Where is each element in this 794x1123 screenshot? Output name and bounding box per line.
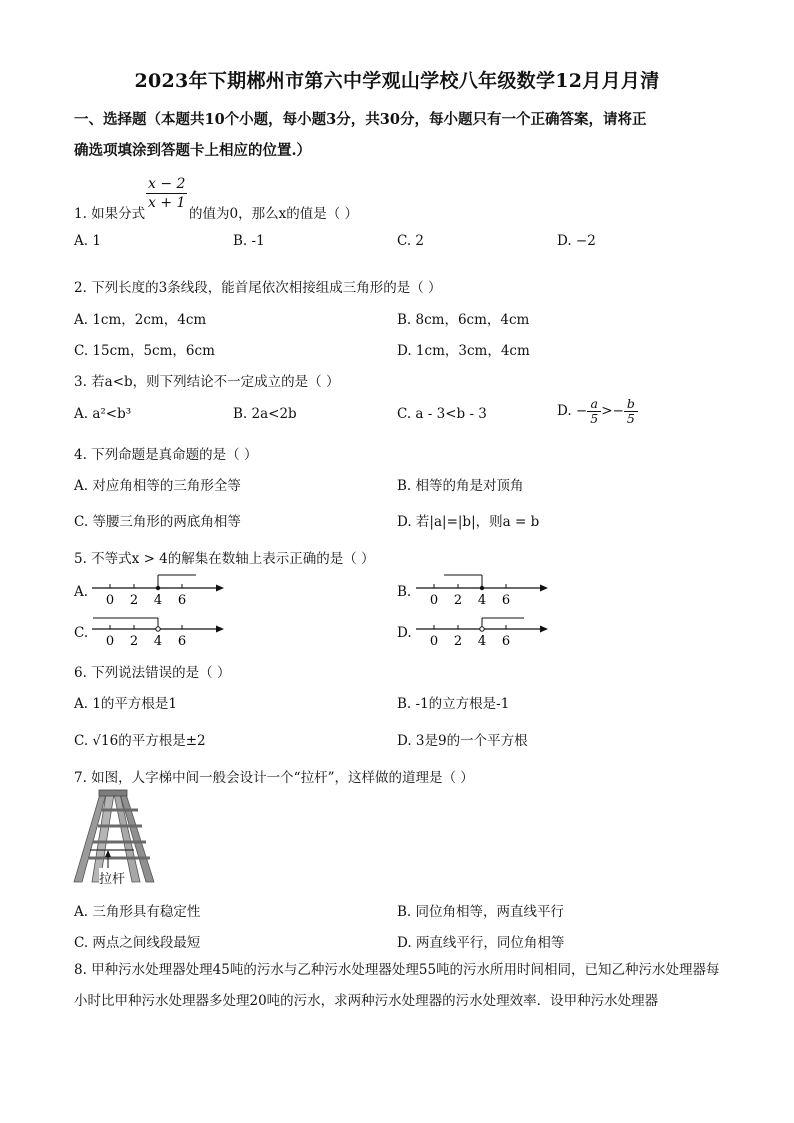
q1-suffix: 的值为0，那么x的值是（ ） bbox=[189, 206, 358, 222]
q5b-tick-0: 0 bbox=[429, 593, 439, 608]
q4-stem: 4. 下列命题是真命题的是（ ） bbox=[74, 447, 258, 463]
section-header-line1: 一、选择题（本题共10个小题，每小题3分，共30分，每小题只有一个正确答案，请将正 bbox=[74, 111, 647, 128]
q4-option-a: A. 对应角相等的三角形全等 bbox=[74, 478, 241, 494]
q6-option-b: B. -1的立方根是-1 bbox=[397, 696, 510, 712]
q1-fraction bbox=[146, 176, 187, 211]
q3-frac-b-num: b bbox=[624, 397, 638, 412]
q6-option-a: A. 1的平方根是1 bbox=[74, 696, 178, 712]
q1-option-d: D. −2 bbox=[557, 233, 596, 249]
q5d-tick-4: 4 bbox=[477, 634, 487, 649]
q5a-tick-2: 2 bbox=[129, 593, 139, 608]
q3-option-d bbox=[557, 397, 638, 426]
q3-option-a: A. a²<b³ bbox=[74, 406, 132, 422]
q7-option-a: A. 三角形具有稳定性 bbox=[74, 904, 201, 920]
q3-stem: 3. 若a<b，则下列结论不一定成立的是（ ） bbox=[74, 374, 340, 390]
q5c-tick-4: 4 bbox=[153, 634, 163, 649]
q5-option-c-label: C. bbox=[74, 625, 89, 641]
q5-option-a-numberline bbox=[90, 574, 230, 608]
q7-option-b: B. 同位角相等，两直线平行 bbox=[397, 904, 565, 920]
q5-option-d-numberline bbox=[414, 615, 554, 649]
question-8: 8. 甲种污水处理器处理45吨的污水与乙种污水处理器处理55吨的污水所用时间相同，已知乙种污水处理器每小时比甲种污水处理器多处理20吨的污水，求两种污水处理器的污水处理效率．设甲种污水处理器 bbox=[74, 962, 720, 1009]
q7-option-d: D. 两直线平行，同位角相等 bbox=[397, 935, 565, 951]
q3-frac-b-den: 5 bbox=[626, 410, 635, 426]
q2-stem: 2. 下列长度的3条线段，能首尾依次相接组成三角形的是（ ） bbox=[74, 280, 442, 296]
q5b-tick-6: 6 bbox=[501, 593, 511, 608]
q7-stem: 7. 如图，人字梯中间一般会设计一个“拉杆”，这样做的道理是（ ） bbox=[74, 770, 474, 786]
q6-option-d: D. 3是9的一个平方根 bbox=[397, 733, 528, 749]
q5b-tick-2: 2 bbox=[453, 593, 463, 608]
q3-option-b: B. 2a<2b bbox=[233, 406, 297, 422]
q5-option-b-numberline bbox=[414, 574, 554, 608]
q5d-tick-2: 2 bbox=[453, 634, 463, 649]
q5-option-a-label: A. bbox=[74, 584, 89, 600]
q4-option-d: D. 若|a|=|b|，则a = b bbox=[397, 514, 540, 530]
q4-option-b: B. 相等的角是对顶角 bbox=[397, 478, 524, 494]
q5a-tick-6: 6 bbox=[177, 593, 187, 608]
q3-option-d-mid: >− bbox=[601, 403, 624, 420]
q7-option-c: C. 两点之间线段最短 bbox=[74, 935, 201, 951]
q3-option-d-frac-b bbox=[624, 397, 638, 426]
q5c-tick-0: 0 bbox=[105, 634, 115, 649]
q3-option-c: C. a - 3<b - 3 bbox=[397, 406, 487, 422]
q5-option-c-numberline bbox=[90, 615, 230, 649]
q2-option-d: D. 1cm，3cm，4cm bbox=[397, 343, 530, 359]
q5d-tick-0: 0 bbox=[429, 634, 439, 649]
ladder-pullrod-label: 拉杆 bbox=[99, 868, 125, 887]
q6-stem: 6. 下列说法错误的是（ ） bbox=[74, 665, 231, 681]
q5-option-b-label: B. bbox=[397, 584, 412, 600]
q5-option-d-label: D. bbox=[397, 625, 412, 641]
q5a-tick-4: 4 bbox=[153, 593, 163, 608]
q5a-tick-0: 0 bbox=[105, 593, 115, 608]
q5d-tick-6: 6 bbox=[501, 634, 511, 649]
q4-option-c: C. 等腰三角形的两底角相等 bbox=[74, 514, 241, 530]
page-title: 2023年下期郴州市第六中学观山学校八年级数学12月月月清 bbox=[134, 70, 660, 92]
q5c-tick-2: 2 bbox=[129, 634, 139, 649]
q3-option-d-prefix: D. − bbox=[557, 403, 588, 420]
q1-fraction-denominator: x + 1 bbox=[148, 195, 186, 212]
q2-option-a: A. 1cm，2cm，4cm bbox=[74, 312, 207, 328]
q1-prefix: 1. 如果分式 bbox=[74, 206, 146, 222]
q1-option-b: B. -1 bbox=[233, 233, 265, 249]
q5b-tick-4: 4 bbox=[477, 593, 487, 608]
q5c-tick-6: 6 bbox=[177, 634, 187, 649]
q6-option-c: C. √16的平方根是±2 bbox=[74, 733, 206, 749]
q5-stem: 5. 不等式x > 4的解集在数轴上表示正确的是（ ） bbox=[74, 551, 375, 567]
q1-option-c: C. 2 bbox=[397, 233, 425, 249]
q1-option-a: A. 1 bbox=[74, 233, 101, 249]
q3-option-d-frac-a bbox=[587, 397, 601, 426]
q2-option-c: C. 15cm，5cm，6cm bbox=[74, 343, 215, 359]
section-header-line2: 确选项填涂到答题卡上相应的位置.） bbox=[74, 142, 312, 159]
q1-fraction-numerator: x − 2 bbox=[146, 176, 187, 194]
q3-frac-a-den: 5 bbox=[590, 410, 599, 426]
q3-frac-a-num: a bbox=[587, 397, 601, 412]
q2-option-b: B. 8cm，6cm，4cm bbox=[397, 312, 530, 328]
